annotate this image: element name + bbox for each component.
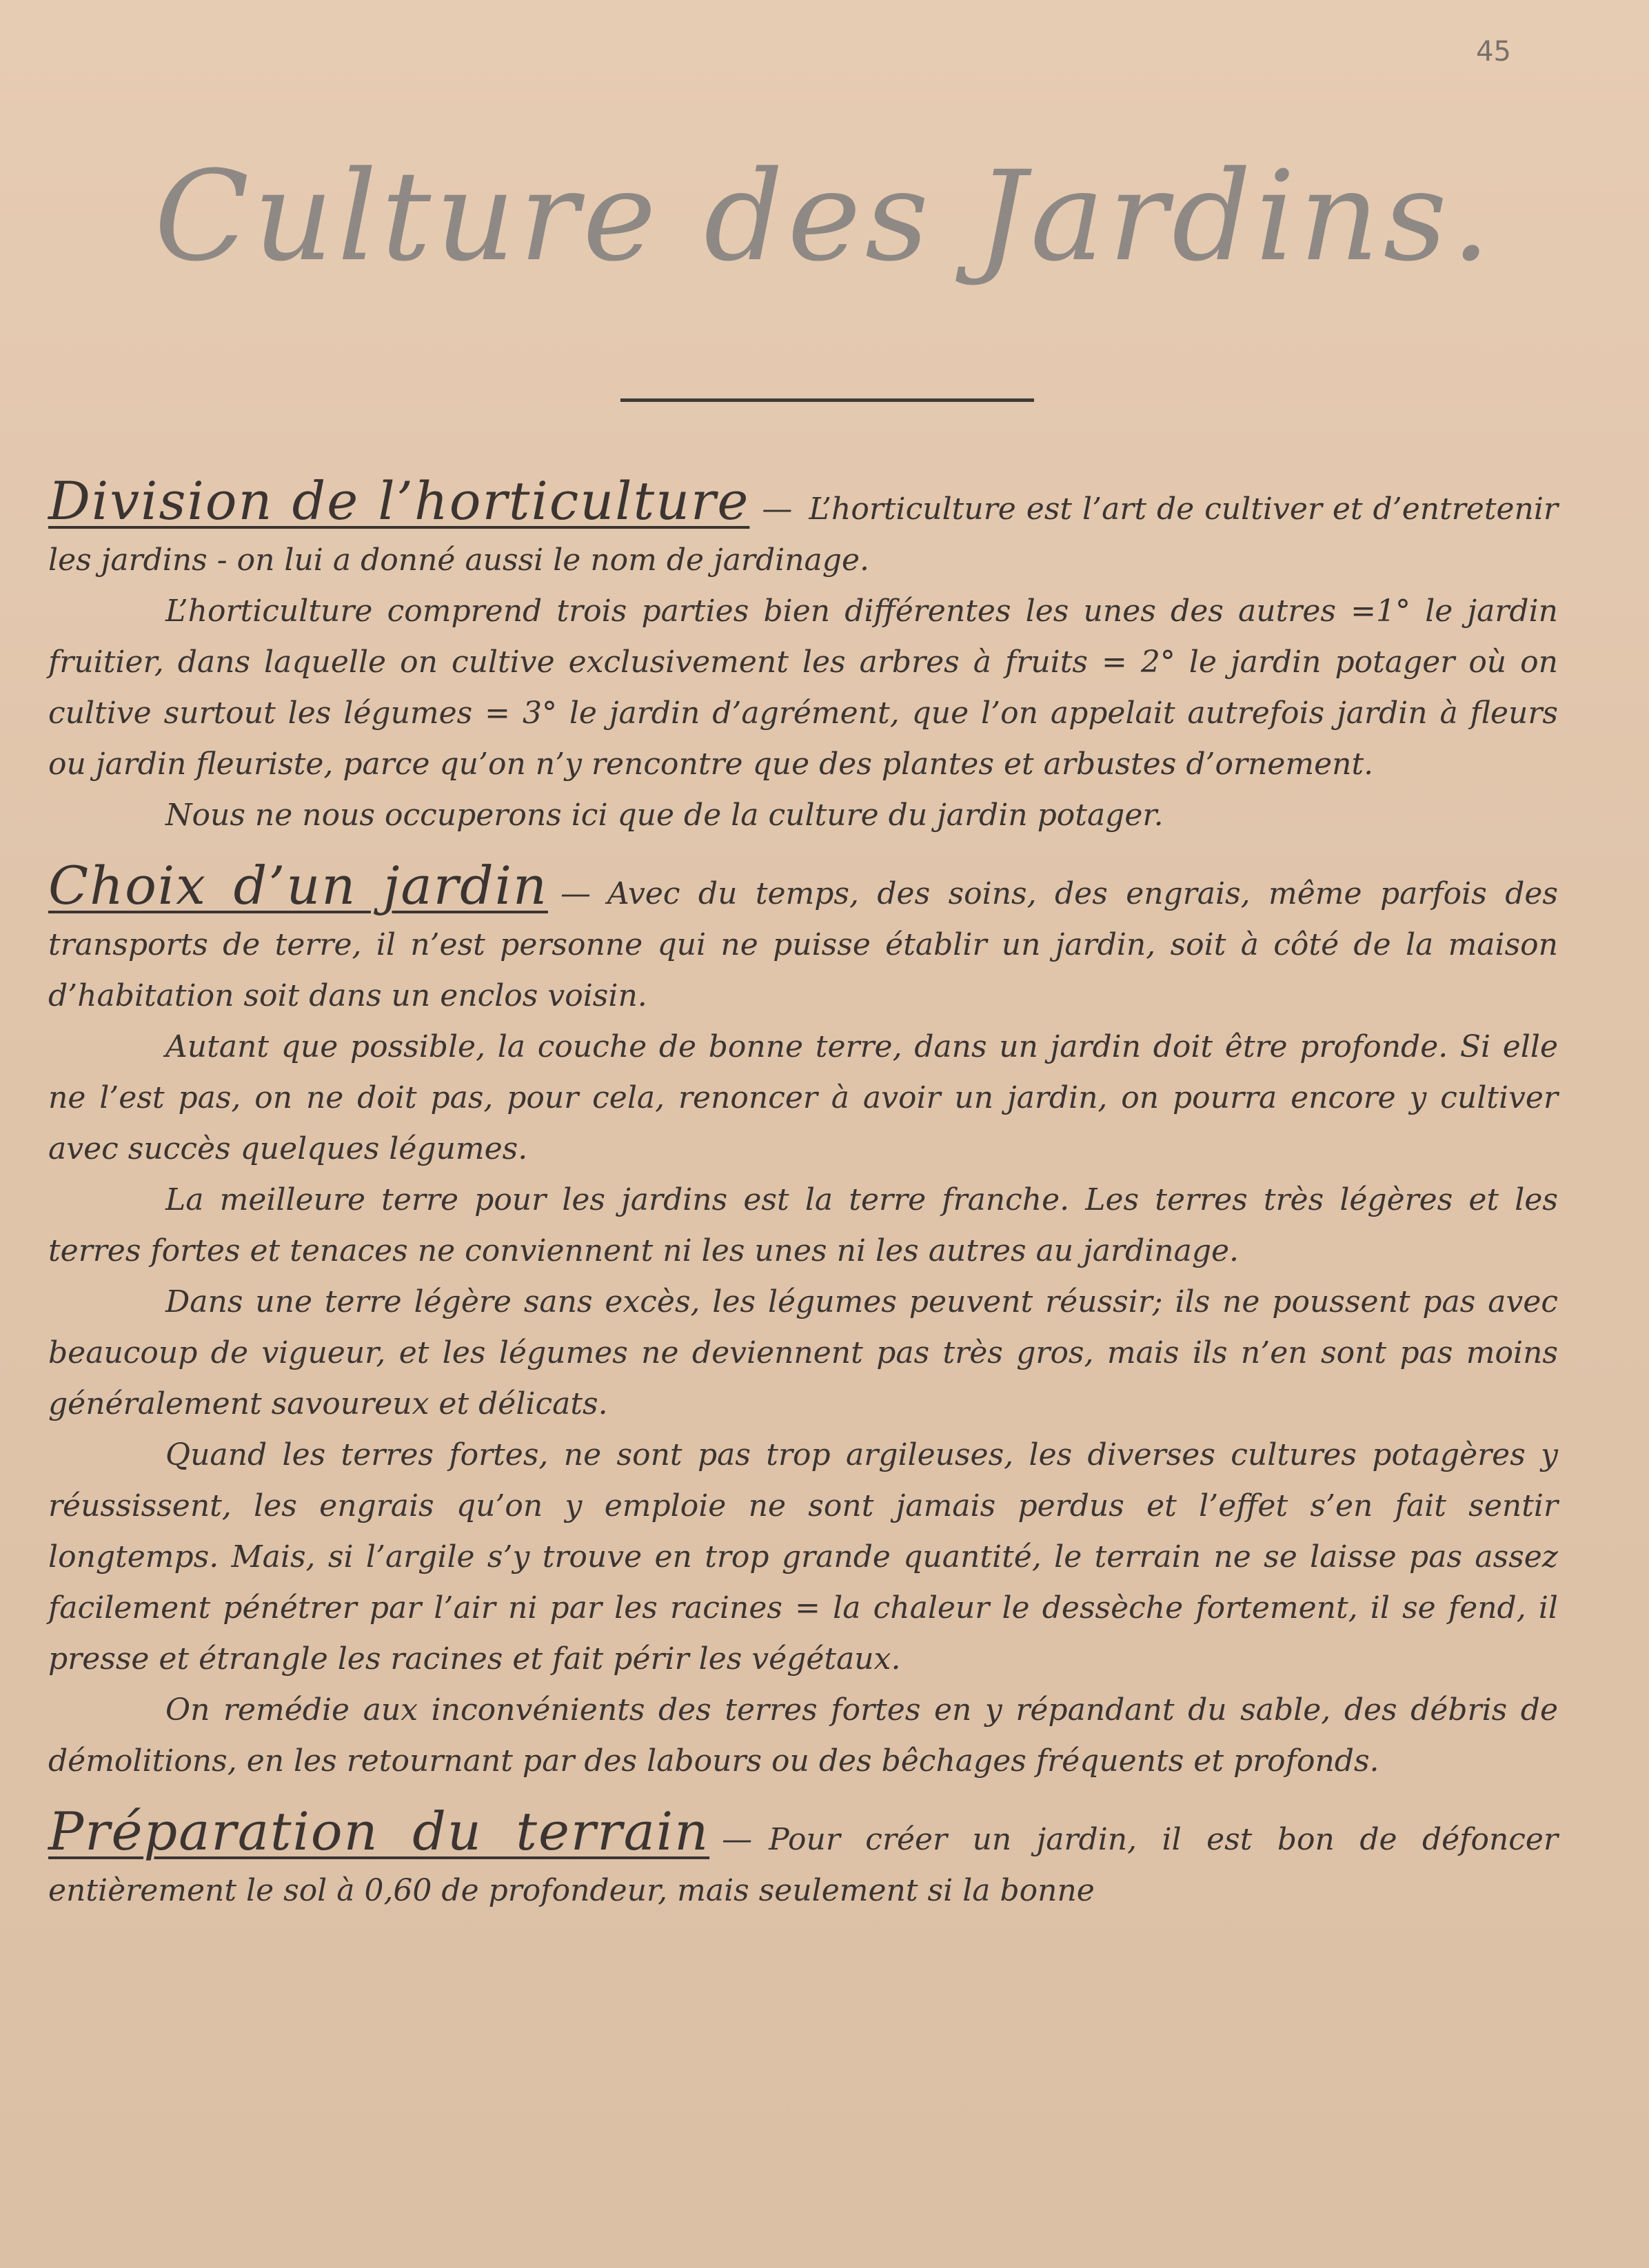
page-body — [48, 470, 1558, 1936]
page-number: 45 — [1476, 36, 1511, 68]
section-heading: Choix d’un jardin — [48, 855, 548, 916]
paragraph-text: Avec du temps, des soins, des engrais, même parfois des transports de terre, il n’est personne qui ne puisse établir un jardin, soit à côté de la maison d’habitation soit dans un enclos voisin. — [48, 876, 1558, 1013]
page-title: Culture des Jardins. — [154, 145, 1495, 289]
paragraph — [48, 855, 1558, 1022]
section-preparation — [48, 1801, 1558, 1916]
paragraph: Quand les terres fortes, ne sont pas trop argileuses, les diverses cultures potagères y réussissent, les engrais qu’on y emploie ne sont jamais perdus et l’effet s’en fait sentir longtemps. Mais, si l’argile s’y trouve en trop grande quantité, le terrain ne se laisse pas assez facilement pénétrer par l’air ni par les racines = la chaleur le dessèche fortement, il se fend, il presse et étrangle les racines et fait périr les végétaux. — [48, 1437, 1558, 1677]
section-choix — [48, 855, 1558, 1787]
heading-dash: — — [762, 492, 793, 527]
paragraph — [48, 1801, 1558, 1916]
paragraph: Autant que possible, la couche de bonne terre, dans un jardin doit être profonde. Si elle ne l’est pas, on ne doit pas, pour cela, renoncer à avoir un jardin, on pourra encore y cultiver avec succès quelques légumes. — [48, 1029, 1558, 1166]
paragraph-text: Pour créer un jardin, il est bon de défoncer entièrement le sol à 0,60 de profondeur, mais seulement si la bonne — [48, 1822, 1558, 1908]
paragraph: La meilleure terre pour les jardins est la terre franche. Les terres très légères et les terres fortes et tenaces ne conviennent ni les unes ni les autres au jardinage. — [48, 1182, 1558, 1268]
heading-dash: — — [560, 876, 591, 911]
section-heading: Préparation du terrain — [48, 1801, 710, 1862]
paragraph: Dans une terre légère sans excès, les légumes peuvent réussir; ils ne poussent pas avec beaucoup de vigueur, et les légumes ne deviennent pas très gros, mais ils n’en sont pas moins généralement savoureux et délicats. — [48, 1284, 1558, 1421]
section-heading: Division de l’horticulture — [48, 470, 750, 531]
paragraph: On remédie aux inconvénients des terres fortes en y répandant du sable, des débris de démolitions, en les retournant par des labours ou des bêchages fréquents et profonds. — [48, 1692, 1558, 1779]
paragraph: Nous ne nous occuperons ici que de la culture du jardin potager. — [165, 798, 1164, 833]
paragraph — [48, 470, 1558, 586]
paragraph: L’horticulture comprend trois parties bien différentes les unes des autres =1° le jardin fruitier, dans laquelle on cultive exclusivement les arbres à fruits = 2° le jardin potager où on cultive surtout les légumes = 3° le jardin d’agrément, que l’on appelait autrefois jardin à fleurs ou jardin fleuriste, parce qu’on n’y rencontre que des plantes et arbustes d’ornement. — [48, 594, 1558, 782]
title-underline — [620, 398, 1034, 402]
heading-dash: — — [722, 1822, 753, 1857]
section-division — [48, 470, 1558, 841]
paragraph-text: L’horticulture est l’art de cultiver et d’entretenir les jardins - on lui a donné aussi le nom de jardinage. — [48, 492, 1558, 578]
